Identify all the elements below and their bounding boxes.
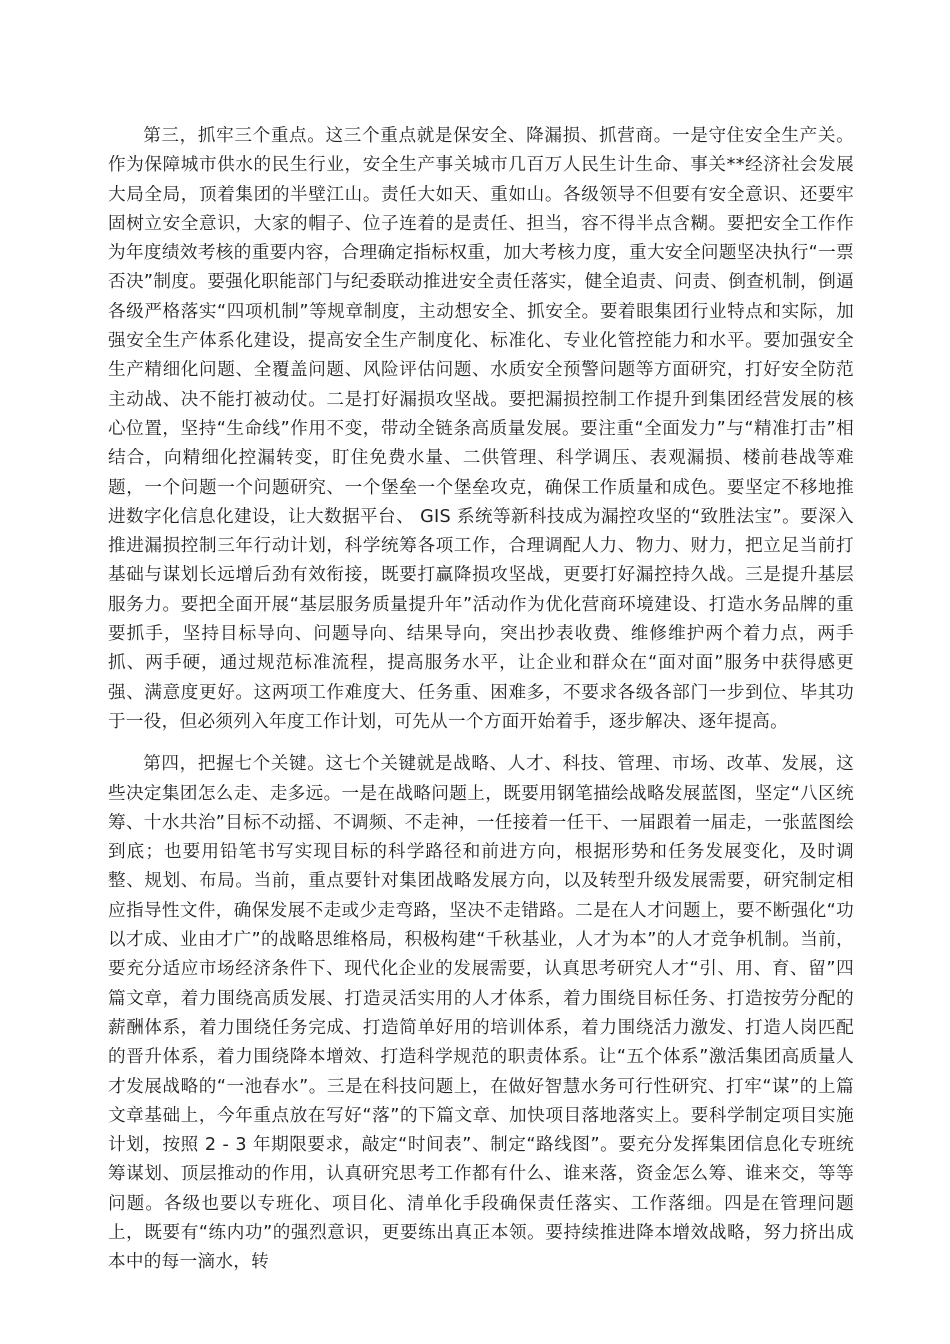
paragraph-seven-keys: 第四，把握七个关键。这七个关键就是战略、人才、科技、管理、市场、改革、发展，这些决定集团怎么走、走多远。一是在战略问题上，既要用钢笔描绘战略发展蓝图，坚定“八区统筹、十水共治”目标不动摇、不调频、不走神，一任接着一任干、一届跟着一届走，一张蓝图绘到底；也要用铅笔书写实现目标的科学路径和前进方向，根据形势和任务发展变化，及时调整、规划、布局。当前，重点要针对集团战略发展方向，以及转型升级发展需要，研究制定相应指导性文件，确保发展不走或少走弯路，坚决不走错路。二是在人才问题上，要不断强化“功以才成、业由才广”的战略思维格局，积极构建“千秋基业，人才为本”的人才竞争机制。当前，要充分适应市场经济条件下、现代化企业的发展需要，认真思考研究人才“引、用、育、留”四篇文章，着力围绕高质发展、打造灵活实用的人才体系，着力围绕目标任务、打造按劳分配的薪酬体系，着力围绕任务完成、打造简单好用的培训体系，着力围绕活力激发、打造人岗匹配的晋升体系，着力围绕降本增效、打造科学规范的职责体系。让“五个体系”激活集团高质量人才发展战略的“一池春水”。三是在科技问题上，在做好智慧水务可行性研究、打牢“谋”的上篇文章基础上，今年重点放在写好“落”的下篇文章、加快项目落地落实上。要科学制定项目实施计划，按照 2 - 3 年期限要求，敲定“时间表”、制定“路线图”。要充分发挥集团信息化专班统筹谋划、顶层推动的作用，认真研究思考工作都有什么、谁来落，资金怎么筹、谁来交，等等问题。各级也要以专班化、项目化、清单化手段确保责任落实、工作落细。四是在管理问题上，既要有“练内功”的强烈意识，更要练出真正本领。要持续推进降本增效战略，努力挤出成本中的每一滴水，转	[108, 754, 854, 1273]
paragraph-three-key-points: 第三，抓牢三个重点。这三个重点就是保安全、降漏损、抓营商。一是守住安全生产关。作为保障城市供水的民生行业，安全生产事关城市几百万人民生计生命、事关**经济社会发展大局全局，顶着集团的半壁江山。责任大如天、重如山。各级领导不但要有安全意识、还要牢固树立安全意识，大家的帽子、位子连着的是责任、担当，容不得半点含糊。要把安全工作作为年度绩效考核的重要内容，合理确定指标权重，加大考核力度，重大安全问题坚决执行“一票否决”制度。要强化职能部门与纪委联动推进安全责任落实，健全追责、问责、倒查机制，倒逼各级严格落实“四项机制”等规章制度，主动想安全、抓安全。要着眼集团行业特点和实际，加强安全生产体系化建设，提高安全生产制度化、标准化、专业化管控能力和水平。要加强安全生产精细化问题、全覆盖问题、风险评估问题、水质安全预警问题等方面研究，打好安全防范主动战、决不能打被动仗。二是打好漏损攻坚战。要把漏损控制工作提升到集团经营发展的核心位置，坚持“生命线”作用不变，带动全链条高质量发展。要注重“全面发力”与“精准打击”相结合，向精细化控漏转变，盯住免费水量、二供管理、科学调压、表观漏损、楼前巷战等难题，一个问题一个问题研究、一个堡垒一个堡垒攻克，确保工作质量和成色。要坚定不移地推进数字化信息化建设，让大数据平台、 GIS 系统等新科技成为漏控攻坚的“致胜法宝”。要深入推进漏损控制三年行动计划，科学统筹各项工作，合理调配人力、物力、财力，把立足当前打基础与谋划长远增后劲有效衔接，既要打赢降损攻坚战，更要打好漏控持久战。三是提升基层服务力。要把全面开展“基层服务质量提升年”活动作为优化营商环境建设、打造水务品牌的重要抓手，坚持目标导向、问题导向、结果导向，突出抄表收费、维修维护两个着力点，两手抓、两手硬，通过规范标准流程，提高服务水平，让企业和群众在“面对面”服务中获得感更强、满意度更好。这两项工作难度大、任务重、困难多，不要求各级各部门一步到位、毕其功于一役，但必须列入年度工作计划，可先从一个方面开始着手，逐步解决、逐年提高。	[108, 126, 854, 732]
document-body	[108, 122, 854, 1278]
